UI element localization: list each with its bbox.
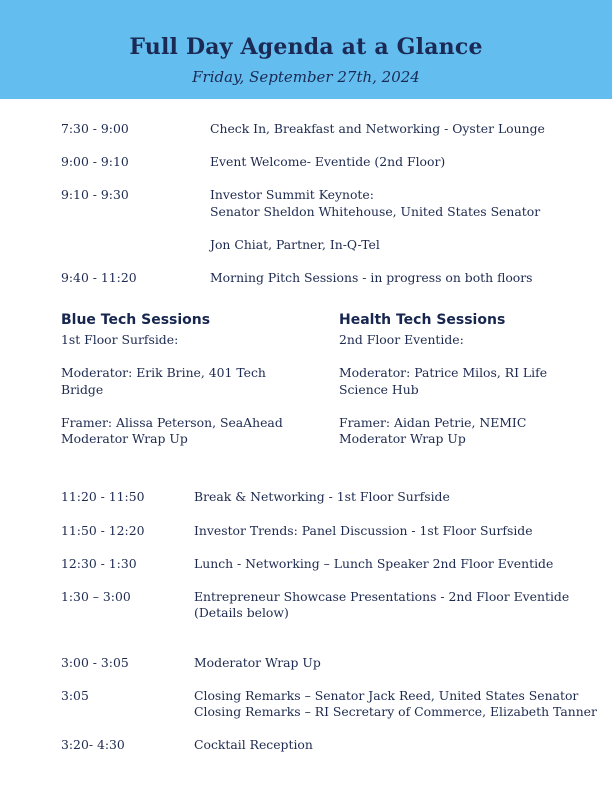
agenda-item: Check In, Breakfast and Networking - Oyster Lounge — [210, 121, 545, 136]
blue-tech-location: 1st Floor Surfside: — [61, 332, 179, 347]
agenda-item: Entrepreneur Showcase Presentations - 2nd Floor Eventide — [194, 589, 570, 604]
blue-tech-moderator: Moderator: Erik Brine, 401 Tech Bridge — [61, 365, 266, 397]
agenda-item-detail: Closing Remarks – RI Secretary of Commerce, Elizabeth Tanner — [194, 704, 597, 719]
agenda-item: Closing Remarks – Senator Jack Reed, United States Senator — [194, 688, 579, 703]
agenda-time: 3:05 — [61, 688, 89, 703]
agenda-item: Investor Trends: Panel Discussion - 1st Floor Surfside — [194, 523, 533, 538]
agenda-time: 9:00 - 9:10 — [61, 154, 129, 169]
blue-tech-framer: Framer: Alissa Peterson, SeaAhead — [61, 415, 283, 430]
health-tech-location: 2nd Floor Eventide: — [339, 332, 464, 347]
agenda-item: Break & Networking - 1st Floor Surfside — [194, 489, 450, 504]
agenda-time: 9:40 - 11:20 — [61, 270, 137, 285]
agenda-item: Cocktail Reception — [194, 737, 313, 752]
agenda-time: 11:50 - 12:20 — [61, 523, 145, 538]
agenda-time: 1:30 – 3:00 — [61, 589, 131, 604]
agenda-time: 3:20- 4:30 — [61, 737, 125, 752]
agenda-item: Moderator Wrap Up — [194, 655, 321, 670]
agenda-time: 9:10 - 9:30 — [61, 187, 129, 202]
health-tech-wrap: Moderator Wrap Up — [339, 431, 466, 446]
agenda-item: Event Welcome- Eventide (2nd Floor) — [210, 154, 446, 169]
agenda-item-detail: Senator Sheldon Whitehouse, United States Senator — [210, 204, 541, 219]
health-tech-heading: Health Tech Sessions — [339, 312, 506, 328]
agenda-item: Lunch - Networking – Lunch Speaker 2nd Floor Eventide — [194, 556, 554, 571]
health-tech-moderator: Moderator: Patrice Milos, RI Life Science Hub — [339, 365, 548, 397]
agenda-time: 11:20 - 11:50 — [61, 489, 145, 504]
blue-tech-heading: Blue Tech Sessions — [61, 312, 211, 328]
agenda-time: 3:00 - 3:05 — [61, 655, 129, 670]
agenda-time: 7:30 - 9:00 — [61, 121, 129, 136]
agenda-item-detail: (Details below) — [194, 605, 289, 620]
blue-tech-wrap: Moderator Wrap Up — [61, 431, 188, 446]
page-title: Full Day Agenda at a Glance — [129, 34, 483, 60]
page-subtitle: Friday, September 27th, 2024 — [192, 68, 420, 86]
agenda-item: Investor Summit Keynote: — [210, 187, 374, 202]
health-tech-framer: Framer: Aidan Petrie, NEMIC — [339, 415, 527, 430]
agenda-time: 12:30 - 1:30 — [61, 556, 137, 571]
agenda-item-detail: Jon Chiat, Partner, In-Q-Tel — [210, 237, 380, 252]
agenda-item: Morning Pitch Sessions - in progress on both floors — [210, 270, 533, 285]
